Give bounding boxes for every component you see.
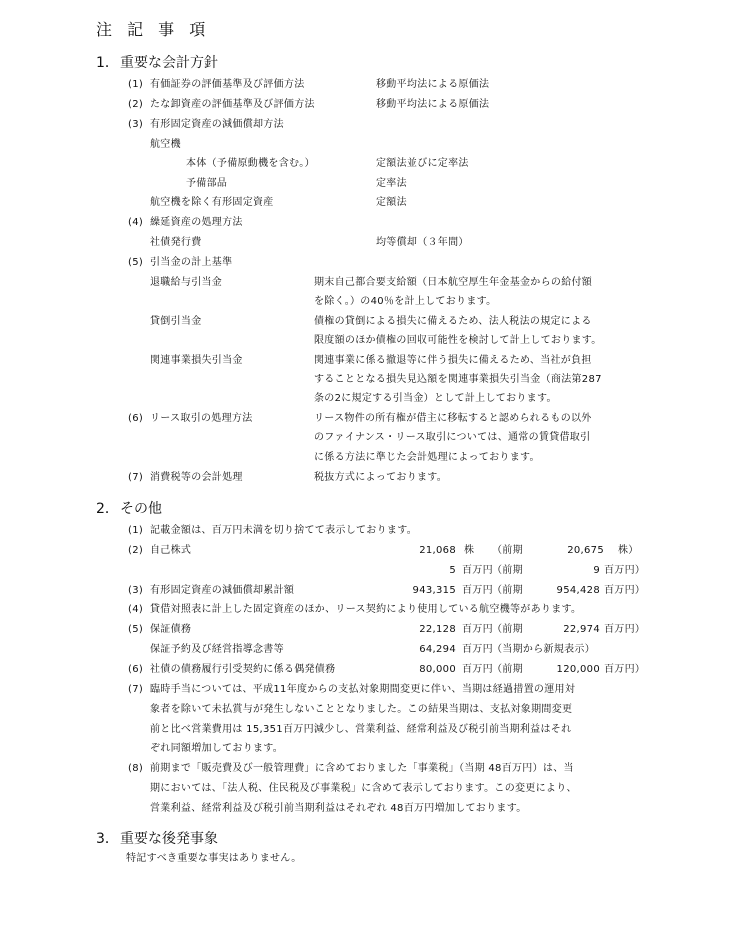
item-num: (7) bbox=[128, 684, 144, 695]
prev-label: （前期 bbox=[492, 545, 523, 556]
item-label: たな卸資産の評価基準及び評価方法 bbox=[150, 99, 315, 110]
para-line: 象者を除いて未払賞与が発生しないこととなりました。この結果当期は、支払対象期間変更 bbox=[150, 704, 573, 715]
unit: 株 bbox=[464, 545, 475, 556]
para-line: 臨時手当については、平成11年度からの支払対象期間変更に伴い、当期は経過措置の運用対 bbox=[150, 684, 576, 695]
item-num: (4) bbox=[128, 217, 144, 228]
item-value: 移動平均法による原価法 bbox=[376, 79, 490, 90]
desc-line: を除く。）の40％を計上しております。 bbox=[314, 296, 497, 307]
sub-value: 定額法 bbox=[376, 197, 407, 208]
desc-line: することとなる損失見込額を関連事業損失引当金（商法第287 bbox=[314, 374, 602, 385]
amount: 943,315 bbox=[412, 585, 456, 596]
item-num: (3) bbox=[128, 119, 144, 130]
item-label: 引当金の計上基準 bbox=[150, 257, 233, 268]
item-label: 保証債務 bbox=[150, 624, 192, 635]
para-line: 営業利益、経常利益及び税引前当期利益はそれぞれ 48百万円増加しております。 bbox=[150, 803, 527, 814]
item-label: 繰延資産の処理方法 bbox=[150, 217, 243, 228]
prev-label: （前期 bbox=[492, 565, 523, 576]
prev-amount: 9 bbox=[593, 565, 600, 576]
desc-line: 債権の貸倒による損失に備えるため、法人税法の規定による bbox=[314, 316, 592, 327]
desc-line: リース物件の所有権が借主に移転すると認められるもの以外 bbox=[314, 413, 592, 424]
item-label: 社債の債務履行引受契約に係る偶発債務 bbox=[150, 664, 336, 675]
item-text: 貸借対照表に計上した固定資産のほか、リース契約により使用している航空機等があります。 bbox=[150, 604, 582, 615]
unit: 百万円 bbox=[462, 565, 493, 576]
sub-label: 退職給与引当金 bbox=[150, 277, 223, 288]
item-num: (7) bbox=[128, 472, 144, 483]
item-num: (4) bbox=[128, 604, 144, 615]
item-label: 有価証券の評価基準及び評価方法 bbox=[150, 79, 305, 90]
prev-label: （前期 bbox=[492, 624, 523, 635]
item-num: (6) bbox=[128, 664, 144, 675]
sub-value: 定額法並びに定率法 bbox=[376, 158, 469, 169]
desc-line: 関連事業に係る撤退等に伴う損失に備えるため、当社が負担 bbox=[314, 355, 592, 366]
sub-label: 予備部品 bbox=[186, 178, 228, 189]
amount: 80,000 bbox=[419, 664, 456, 675]
item-text: 記載金額は、百万円未満を切り捨てて表示しております。 bbox=[150, 525, 417, 536]
section-3-number: 3． bbox=[96, 831, 119, 847]
amount: 21,068 bbox=[419, 545, 456, 556]
para-line: 前と比べ営業費用は 15,351百万円減少し、営業利益、経常利益及び税引前当期利益はそれ bbox=[150, 724, 572, 735]
item-text: 特記すべき重要な事実はありません。 bbox=[126, 853, 302, 864]
sub-label: 航空機 bbox=[150, 139, 181, 150]
item-label: 消費税等の会計処理 bbox=[150, 472, 243, 483]
prev-amount: 954,428 bbox=[556, 585, 600, 596]
prev-amount: 120,000 bbox=[556, 664, 600, 675]
para-line: ぞれ同額増加しております。 bbox=[150, 743, 284, 754]
unit: 百万円 bbox=[462, 624, 493, 635]
sub-label: 本体（予備原動機を含む。） bbox=[186, 158, 315, 169]
item-num: (2) bbox=[128, 545, 144, 556]
item-num: (5) bbox=[128, 257, 144, 268]
item-label: 有形固定資産の減価償却方法 bbox=[150, 119, 284, 130]
item-num: (2) bbox=[128, 99, 144, 110]
para-line: 前期まで「販売費及び一般管理費」に含めておりました「事業税」（当期 48百万円）は、当 bbox=[150, 763, 574, 774]
unit: 百万円 bbox=[462, 585, 493, 596]
item-num: (3) bbox=[128, 585, 144, 596]
prev-unit: 百万円） bbox=[604, 565, 646, 576]
sub-value: 定率法 bbox=[376, 178, 407, 189]
prev-amount: 22,974 bbox=[563, 624, 600, 635]
note: （当期から新規表示） bbox=[492, 644, 595, 655]
item-num: (1) bbox=[128, 525, 144, 536]
section-1-heading: 重要な会計方針 bbox=[120, 55, 218, 71]
item-label: リース取引の処理方法 bbox=[150, 413, 253, 424]
section-3-heading: 重要な後発事象 bbox=[120, 831, 218, 847]
prev-unit: 百万円） bbox=[604, 585, 646, 596]
page-title: 注 記 事 項 bbox=[96, 20, 211, 39]
unit: 百万円 bbox=[462, 644, 493, 655]
sub-label: 関連事業損失引当金 bbox=[150, 355, 243, 366]
item-label: 有形固定資産の減価償却累計額 bbox=[150, 585, 295, 596]
prev-unit: 株） bbox=[618, 545, 639, 556]
item-value: 税抜方式によっております。 bbox=[314, 472, 448, 483]
item-value: 移動平均法による原価法 bbox=[376, 99, 490, 110]
prev-unit: 百万円） bbox=[604, 664, 646, 675]
desc-line: 期末自己都合要支給額（日本航空厚生年金基金からの給付額 bbox=[314, 277, 593, 288]
item-num: (8) bbox=[128, 763, 144, 774]
desc-line: 条の2に規定する引当金）として計上しております。 bbox=[314, 393, 557, 404]
unit: 百万円 bbox=[462, 664, 493, 675]
prev-unit: 百万円） bbox=[604, 624, 646, 635]
prev-label: （前期 bbox=[492, 664, 523, 675]
sub-label: 貸倒引当金 bbox=[150, 316, 202, 327]
item-num: (1) bbox=[128, 79, 144, 90]
sub-value: 均等償却（３年間） bbox=[376, 237, 469, 248]
sub-label: 保証予約及び経営指導念書等 bbox=[150, 644, 284, 655]
amount: 22,128 bbox=[419, 624, 456, 635]
amount: 5 bbox=[449, 565, 456, 576]
prev-label: （前期 bbox=[492, 585, 523, 596]
desc-line: 限度額のほか債権の回収可能性を検討して計上しております。 bbox=[314, 335, 602, 346]
section-2-heading: その他 bbox=[120, 501, 162, 517]
para-line: 期においては、「法人税、住民税及び事業税」に含めて表示しております。この変更により、 bbox=[150, 783, 577, 794]
item-label: 自己株式 bbox=[150, 545, 192, 556]
sub-label: 社債発行費 bbox=[150, 237, 202, 248]
section-1-number: 1． bbox=[96, 55, 119, 71]
item-num: (6) bbox=[128, 413, 144, 424]
section-2-number: 2． bbox=[96, 501, 119, 517]
desc-line: に係る方法に準じた会計処理によっております。 bbox=[314, 452, 540, 463]
prev-amount: 20,675 bbox=[567, 545, 604, 556]
amount: 64,294 bbox=[419, 644, 456, 655]
item-num: (5) bbox=[128, 624, 144, 635]
desc-line: のファイナンス・リース取引については、通常の賃貸借取引 bbox=[314, 432, 591, 443]
sub-label: 航空機を除く有形固定資産 bbox=[150, 197, 274, 208]
